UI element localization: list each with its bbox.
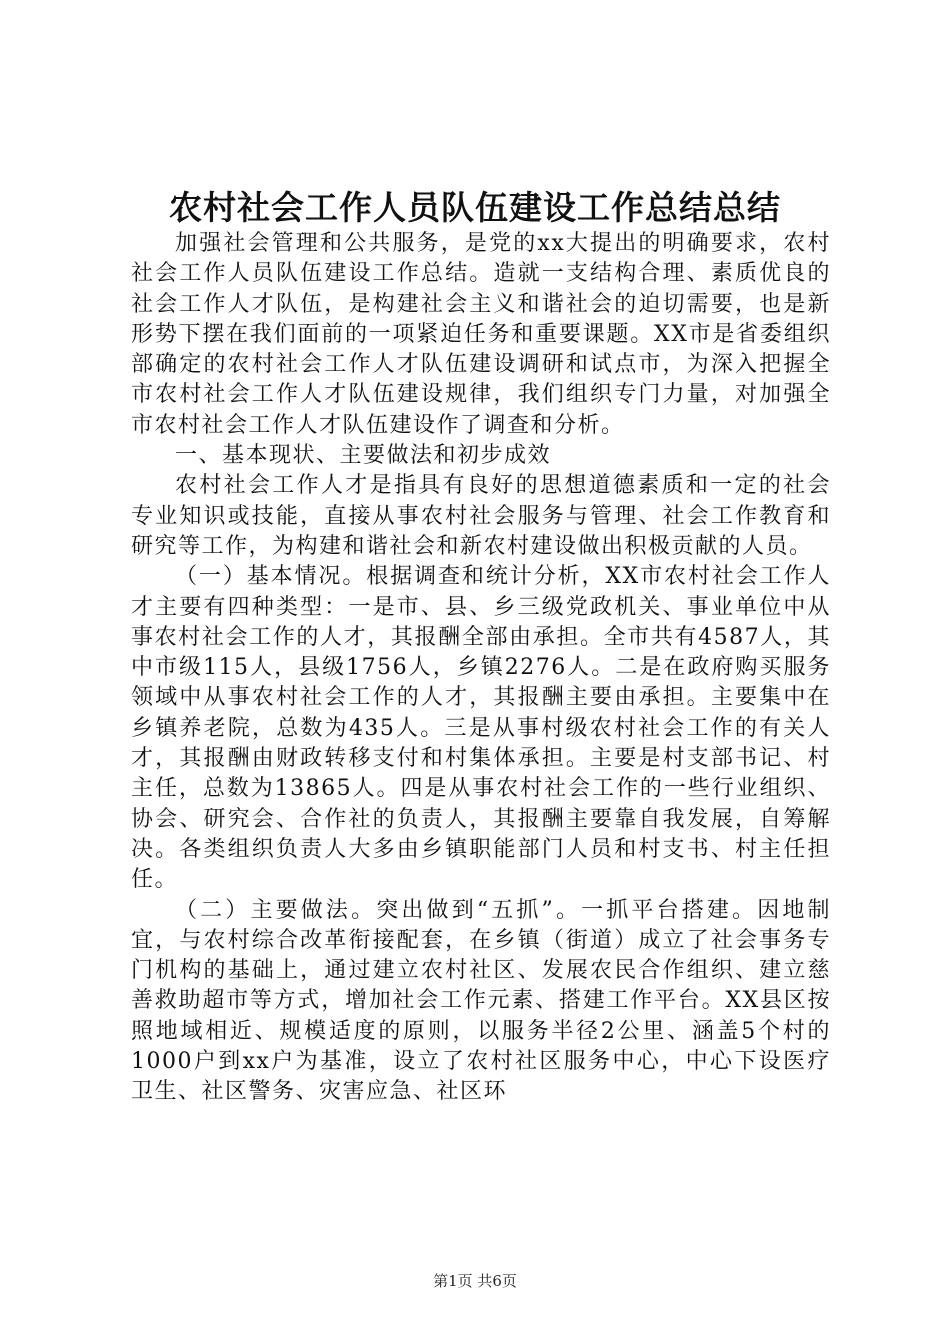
section-heading: 一、基本现状、主要做法和初步成效 bbox=[175, 443, 552, 469]
page-number-footer: 第1页 共6页 bbox=[433, 1272, 517, 1290]
paragraph-main-practices: （二）主要做法。突出做到“五抓”。一抓平台搭建。因地制宜，与农村综合改革衔接配套，在乡镇（街道）成立了社会事务专门机构的基础上，通过建立农村社区、发展农民合作组织、建立慈善救助超市等方式，增加社会工作元素、搭建工作平台。XX县区按照地域相近、规模适度的原则，以服务半径2公里、涵盖5个村的1000户到xx户为基准，设立了农村社区服务中心，中心下设医疗卫生、社区警务、灾害应急、社区环 bbox=[131, 897, 831, 1105]
paragraph-definition: 农村社会工作人才是指具有良好的思想道德素质和一定的社会专业知识或技能，直接从事农村社会服务与管理、社会工作教育和研究等工作，为构建和谐社会和新农村建设做出积极贡献的人员。 bbox=[131, 473, 831, 559]
paragraph-intro: 加强社会管理和公共服务，是党的xx大提出的明确要求，农村社会工作人员队伍建设工作总结。造就一支结构合理、素质优良的社会工作人才队伍，是构建社会主义和谐社会的迫切需要，也是新形势下摆在我们面前的一项紧迫任务和重要课题。XX市是省委组织部确定的农村社会工作人才队伍建设调研和试点市，为深入把握全市农村社会工作人才队伍建设规律，我们组织专门力量，对加强全市农村社会工作人才队伍建设作了调查和分析。 bbox=[131, 231, 831, 438]
document-body bbox=[131, 229, 831, 1108]
paragraph-basic-situation: （一）基本情况。根据调查和统计分析，XX市农村社会工作人才主要有四种类型：一是市、县、乡三级党政机关、事业单位中从事农村社会工作的人才，其报酬全部由承担。全市共有4587人，其中市级115人，县级1756人，乡镇2276人。二是在政府购买服务领域中从事农村社会工作的人才，其报酬主要由承担。主要集中在乡镇养老院，总数为435人。三是从事村级农村社会工作的有关人才，其报酬由财政转移支付和村集体承担。主要是村支部书记、村主任，总数为13865人。四是从事农村社会工作的一些行业组织、协会、研究会、合作社的负责人，其报酬主要靠自我发展，自筹解决。各类组织负责人大多由乡镇职能部门人员和村支书、村主任担任。 bbox=[131, 564, 831, 893]
document-title: 农村社会工作人员队伍建设工作总结总结 bbox=[169, 188, 781, 227]
